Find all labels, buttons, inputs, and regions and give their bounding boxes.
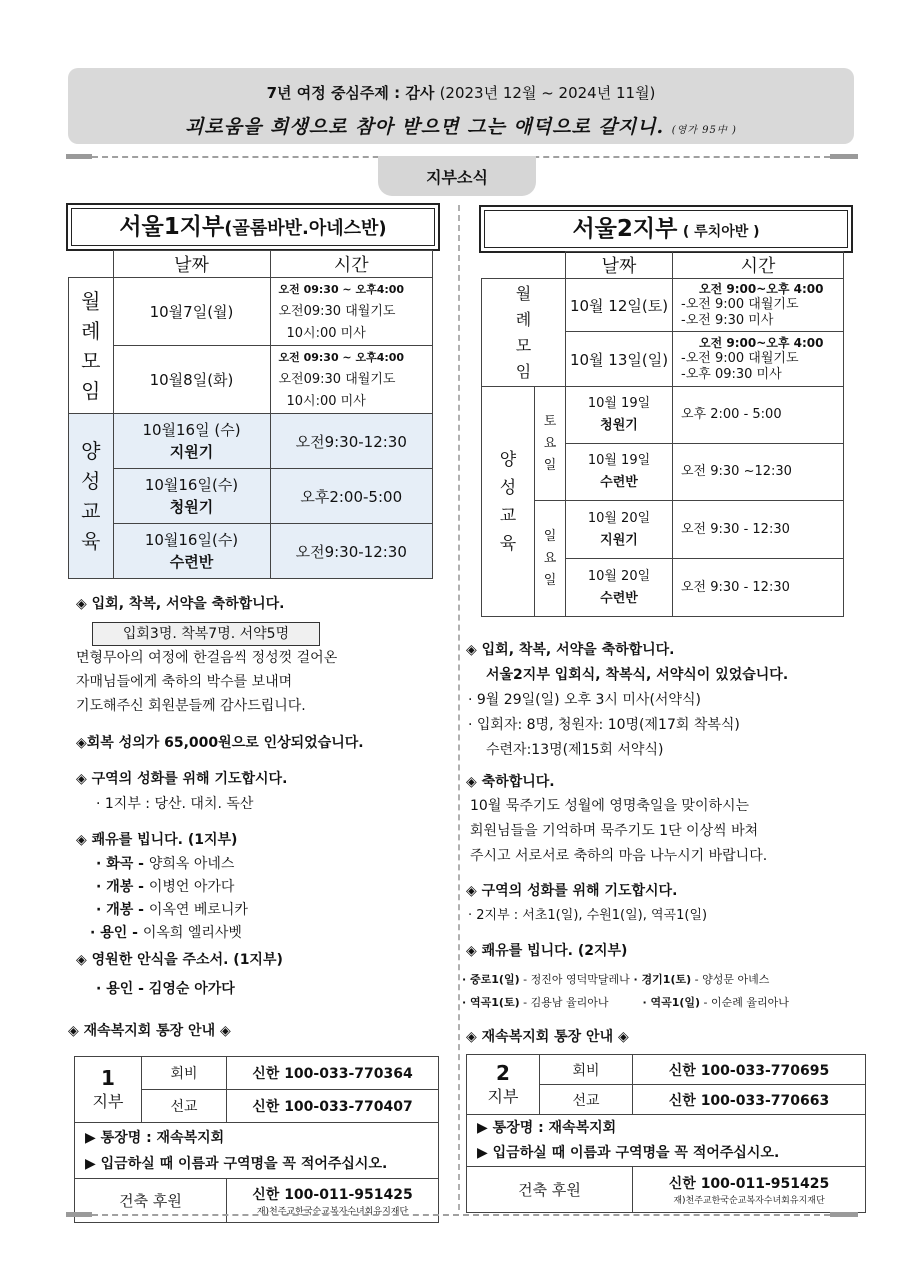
- meeting-time: 오전 9:00~오후 4:00 -오전 9:00 대월기도 -오전 9:30 미사: [673, 279, 844, 332]
- rest-body: · 용인 - 김영순 아가다: [96, 981, 235, 997]
- bank-table-2: [466, 1054, 866, 1213]
- monthly-meeting-label: 월 례 모 임: [69, 278, 114, 414]
- branch1-subtitle: (골롬바반.아네스반): [224, 218, 387, 239]
- mission-account: 신한 100-033-770663: [633, 1085, 866, 1115]
- theme-banner: [68, 68, 854, 144]
- verse-ref: (영가 95中 ): [671, 125, 737, 136]
- fee-notice: ◈회복 성의가 65,000원으로 인상되었습니다.: [76, 735, 364, 751]
- formation-time: 오전 9:30 ~12:30: [673, 444, 844, 501]
- branch1-title: 서울1지부: [119, 214, 225, 240]
- heal-heading: ◈ 쾌유를 빕니다. (2지부): [466, 943, 628, 959]
- pray-heading: ◈ 구역의 성화를 위해 기도합시다.: [76, 771, 288, 787]
- theme-period: (2023년 12월 ~ 2024년 11월): [439, 84, 656, 102]
- branch2-title-box: [479, 205, 853, 253]
- verse-text: 괴로움을 희생으로 참아 받으면 그는 애덕으로 갈지니.: [185, 116, 665, 138]
- formation-time: 오전9:30-12:30: [270, 524, 433, 579]
- rule-left-cap: [66, 154, 92, 159]
- rest-heading: ◈ 영원한 안식을 주소서. (1지부): [76, 952, 283, 968]
- col-date-header: 날짜: [566, 252, 673, 279]
- bank-heading: ◈ 재속복지회 통장 안내 ◈: [68, 1023, 231, 1039]
- pray-body: · 1지부 : 당산. 대치. 독산: [96, 796, 254, 812]
- celebrate-line: 10월 묵주기도 성월에 영명축일을 맞이하시는: [470, 798, 750, 814]
- formation-time: 오전9:30-12:30: [270, 414, 433, 469]
- heal-item: · 용인 - 이옥희 엘리사벳: [90, 925, 242, 941]
- pray-heading: ◈ 구역의 성화를 위해 기도합시다.: [466, 883, 678, 899]
- branch2-subtitle: ( 루치아반 ): [682, 224, 760, 240]
- heal-item: · 화곡 - 양희옥 아네스: [96, 856, 235, 872]
- building-label: 건축 후원: [75, 1179, 227, 1223]
- congrats-heading: ◈ 입회, 착복, 서약을 축하합니다.: [76, 596, 285, 612]
- congrats-line: 기도해주신 회원분들께 감사드립니다.: [76, 698, 306, 714]
- meeting-time: 오전 09:30 ~ 오후4:00 오전09:30 대월기도 10시:00 미사: [270, 278, 433, 346]
- building-account: 신한 100-011-951425 재)천주교한국순교복자수녀회유지재단: [227, 1179, 439, 1223]
- col-time-header: 시간: [270, 251, 433, 278]
- column-divider: [458, 205, 460, 1210]
- theme-title: 7년 여정 중심주제 : 감사: [266, 84, 435, 102]
- bank-branch: 2 지부: [467, 1055, 540, 1115]
- verse-line: [68, 112, 854, 139]
- meeting-time: 오전 9:00~오후 4:00 -오전 9:00 대월기도 -오후 09:30 미사: [673, 332, 844, 387]
- mission-account: 신한 100-033-770407: [227, 1090, 439, 1123]
- congrats-line: 면형무아의 여정에 한걸음씩 정성껏 걸어온: [76, 650, 338, 666]
- bank-table-1: [74, 1056, 439, 1223]
- bank-branch: 1 지부: [75, 1057, 142, 1123]
- section-tab: 지부소식: [378, 156, 536, 196]
- mission-label: 선교: [540, 1085, 633, 1115]
- celebrate-line: 회원님들을 기억하며 묵주기도 1단 이상씩 바쳐: [470, 823, 759, 839]
- congrats-line: 자매님들에게 축하의 박수를 보내며: [76, 674, 293, 690]
- bottom-rule-left-cap: [66, 1212, 92, 1217]
- branch2-title: 서울2지부: [572, 216, 678, 242]
- deposit-notes: ▶ 통장명 : 재속복지회 ▶ 입금하실 때 이름과 구역명을 꼭 적어주십시오.: [467, 1115, 866, 1167]
- branch1-schedule-table: [68, 250, 433, 579]
- sunday-label: 일 요 일: [535, 501, 566, 617]
- fee-account: 신한 100-033-770364: [227, 1057, 439, 1090]
- bottom-dashed-rule: [92, 1214, 830, 1216]
- formation-time: 오전 9:30 - 12:30: [673, 559, 844, 617]
- branch2-schedule-table: [481, 251, 844, 617]
- fee-account: 신한 100-033-770695: [633, 1055, 866, 1085]
- fee-label: 회비: [142, 1057, 227, 1090]
- bank-heading: ◈ 재속복지회 통장 안내 ◈: [466, 1029, 629, 1045]
- congrats-heading: ◈ 입회, 착복, 서약을 축하합니다.: [466, 642, 675, 658]
- meeting-date: 10월8일(화): [113, 346, 270, 414]
- congrats-line: · 9월 29일(일) 오후 3시 미사(서약식): [468, 692, 701, 708]
- mission-label: 선교: [142, 1090, 227, 1123]
- formation-date: 10월 20일 수련반: [566, 559, 673, 617]
- heal-heading: ◈ 쾌유를 빕니다. (1지부): [76, 832, 238, 848]
- formation-date: 10월16일(수) 청원기: [113, 469, 270, 524]
- building-account: 신한 100-011-951425 재)천주교한국순교복자수녀회유지재단: [633, 1167, 866, 1213]
- pray-body: · 2지부 : 서초1(일), 수원1(일), 역곡1(일): [468, 908, 708, 923]
- congrats-count-box: 입회3명. 착복7명. 서약5명: [92, 622, 320, 646]
- heal-line: · 역곡1(토) - 김용남 율리아나 · 역곡1(일) - 이순례 율리아나: [462, 996, 789, 1009]
- formation-label: 양 성 교 육: [482, 387, 535, 617]
- formation-time: 오후 2:00 - 5:00: [673, 387, 844, 444]
- col-time-header: 시간: [673, 252, 844, 279]
- formation-time: 오전 9:30 - 12:30: [673, 501, 844, 559]
- branch1-title-box: [66, 203, 440, 251]
- formation-date: 10월16일(수) 수련반: [113, 524, 270, 579]
- col-date-header: 날짜: [113, 251, 270, 278]
- deposit-notes: ▶ 통장명 : 재속복지회 ▶ 입금하실 때 이름과 구역명을 꼭 적어주십시오.: [75, 1123, 439, 1179]
- heal-line: · 중로1(일) - 정진아 영덕막달레나 · 경기1(토) - 양성문 아녜스: [462, 973, 770, 986]
- heal-item: · 개봉 - 이병언 아가다: [96, 879, 235, 895]
- formation-label: 양 성 교 육: [69, 414, 114, 579]
- theme-line: [68, 82, 854, 103]
- congrats-line: · 입회자: 8명, 청원자: 10명(제17회 착복식): [468, 717, 740, 733]
- congrats-line: 수련자:13명(제15회 서약식): [486, 742, 664, 758]
- heal-item: · 개봉 - 이옥연 베로니카: [96, 902, 248, 918]
- formation-date: 10월 19일 청원기: [566, 387, 673, 444]
- formation-date: 10월 19일 수련반: [566, 444, 673, 501]
- meeting-time: 오전 09:30 ~ 오후4:00 오전09:30 대월기도 10시:00 미사: [270, 346, 433, 414]
- building-label: 건축 후원: [467, 1167, 633, 1213]
- formation-date: 10월16일 (수) 지원기: [113, 414, 270, 469]
- monthly-meeting-label: 월 례 모 임: [482, 279, 566, 387]
- rule-right-cap: [830, 154, 858, 159]
- formation-date: 10월 20일 지원기: [566, 501, 673, 559]
- meeting-date: 10월 13일(일): [566, 332, 673, 387]
- fee-label: 회비: [540, 1055, 633, 1085]
- formation-time: 오후2:00-5:00: [270, 469, 433, 524]
- bottom-rule-right-cap: [830, 1212, 858, 1217]
- meeting-date: 10월7일(월): [113, 278, 270, 346]
- congrats-sub: 서울2지부 입회식, 착복식, 서약식이 있었습니다.: [486, 667, 789, 683]
- celebrate-heading: ◈ 축하합니다.: [466, 774, 555, 790]
- celebrate-line: 주시고 서로서로 축하의 마음 나누시기 바랍니다.: [470, 848, 768, 864]
- saturday-label: 토 요 일: [535, 387, 566, 501]
- meeting-date: 10월 12일(토): [566, 279, 673, 332]
